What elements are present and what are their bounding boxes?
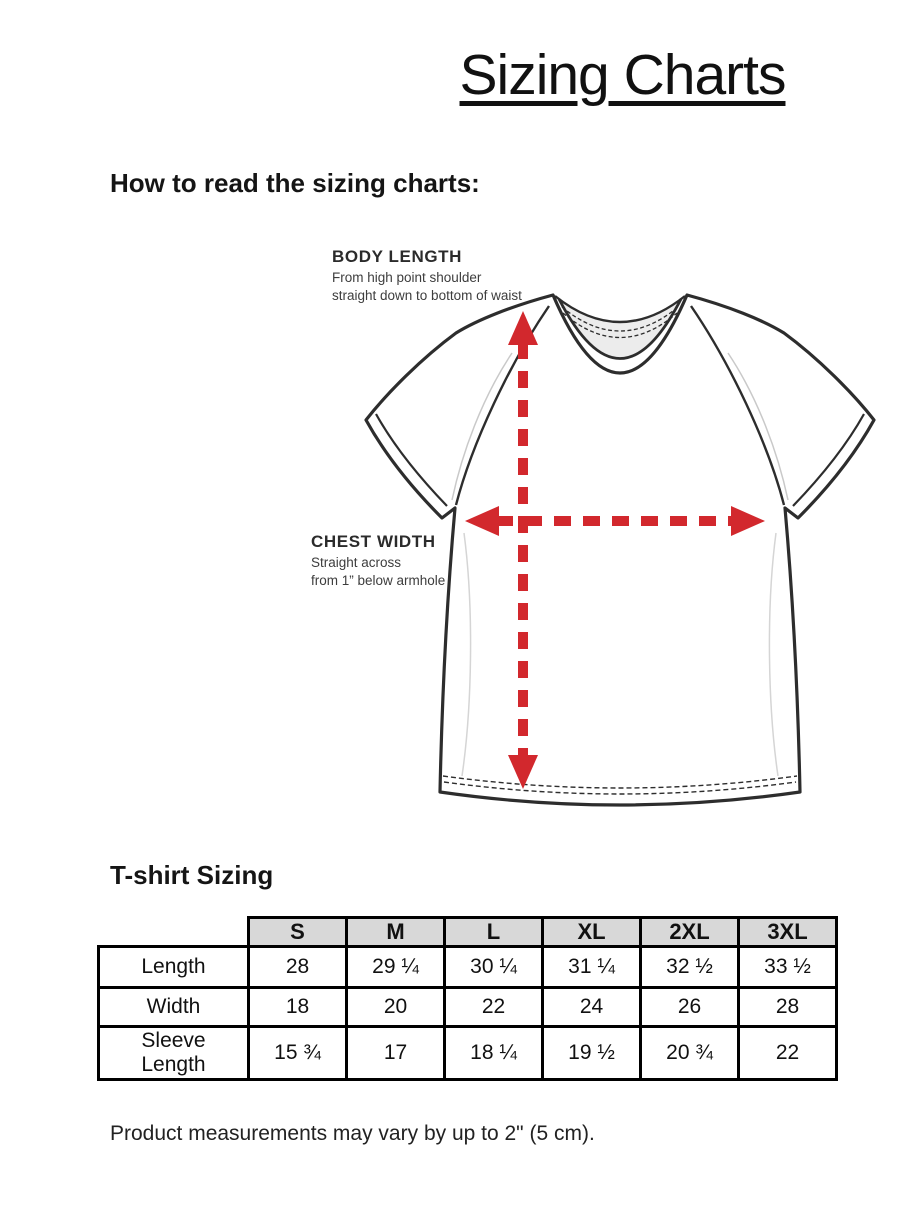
page-title-text: Sizing Charts — [459, 43, 786, 107]
cell-width-xl: 24 — [543, 988, 641, 1027]
size-column-header-l: L — [445, 918, 543, 947]
cell-length-3xl: 33 ½ — [739, 947, 837, 988]
cell-length-m: 29 ¼ — [347, 947, 445, 988]
row-label-text: Sleeve Length — [141, 1028, 206, 1076]
footer-note: Product measurements may vary by up to 2" (5 cm). — [110, 1122, 595, 1145]
size-column-header-xl: XL — [543, 918, 641, 947]
cell-length-xl: 31 ¼ — [543, 947, 641, 988]
cell-width-2xl: 26 — [641, 988, 739, 1027]
size-column-header-m: M — [347, 918, 445, 947]
cell-length-2xl: 32 ½ — [641, 947, 739, 988]
body-length-desc-line1: From high point shoulder — [332, 270, 482, 285]
tshirt-diagram — [352, 278, 882, 823]
cell-sleeve-2xl: 20 ¾ — [641, 1027, 739, 1080]
row-label-text: Length — [141, 954, 206, 978]
tshirt-sizing-heading: T-shirt Sizing — [110, 860, 274, 890]
body-length-desc-line2: straight down to bottom of waist — [332, 287, 522, 303]
cell-length-s: 28 — [249, 947, 347, 988]
table-row-width — [99, 988, 837, 1027]
chest-width-desc-line1: Straight across — [311, 555, 402, 570]
row-label-text: Width — [146, 994, 201, 1018]
chest-width-desc-line2: from 1” below armhole — [311, 572, 446, 588]
table-row-length — [99, 947, 837, 988]
tshirt-outline — [366, 295, 874, 805]
size-column-header-s: S — [249, 918, 347, 947]
row-label-width — [99, 988, 249, 1027]
table-header-row — [99, 918, 837, 947]
row-label-length — [99, 947, 249, 988]
how-to-heading: How to read the sizing charts: — [110, 168, 480, 198]
cell-sleeve-s: 15 ¾ — [249, 1027, 347, 1080]
cell-sleeve-m: 17 — [347, 1027, 445, 1080]
cell-sleeve-3xl: 22 — [739, 1027, 837, 1080]
cell-width-3xl: 28 — [739, 988, 837, 1027]
cell-sleeve-xl: 19 ½ — [543, 1027, 641, 1080]
size-column-header-3xl: 3XL — [739, 918, 837, 947]
cell-width-l: 22 — [445, 988, 543, 1027]
chest-width-label: CHEST WIDTH — [311, 532, 436, 551]
table-row-sleeve-length — [99, 1027, 837, 1080]
cell-width-m: 20 — [347, 988, 445, 1027]
cell-width-s: 18 — [249, 988, 347, 1027]
cell-length-l: 30 ¼ — [445, 947, 543, 988]
size-column-header-2xl: 2XL — [641, 918, 739, 947]
table-corner-cell — [99, 918, 249, 947]
cell-sleeve-l: 18 ¼ — [445, 1027, 543, 1080]
page-title — [322, 42, 923, 108]
row-label-sleeve-length — [99, 1027, 249, 1080]
body-length-label: BODY LENGTH — [332, 247, 463, 266]
sizing-table — [97, 916, 838, 1081]
